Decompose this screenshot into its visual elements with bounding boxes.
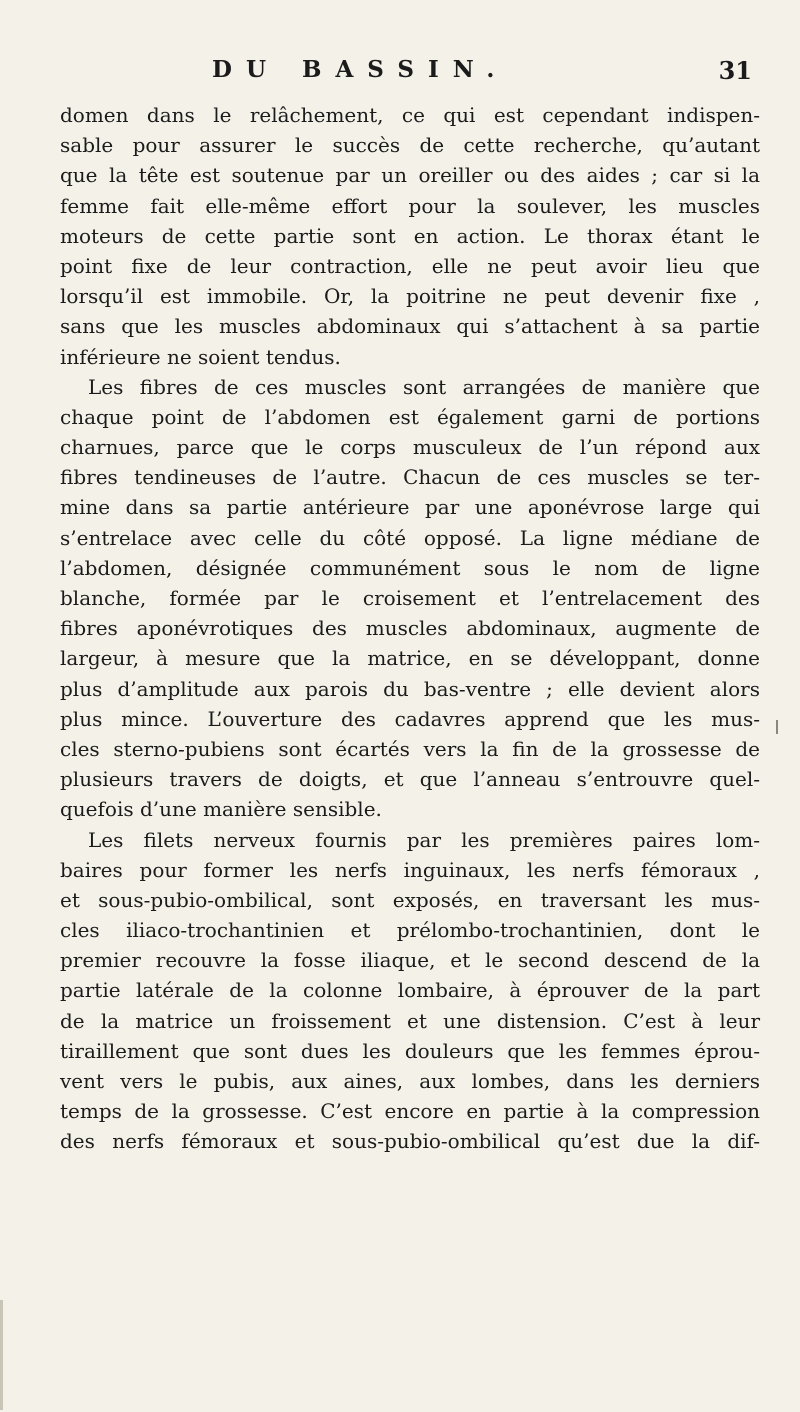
body-text — [60, 100, 760, 1157]
text-line: premier recouvre la fosse iliaque, et le second descend de la — [60, 948, 760, 973]
page-header — [0, 56, 800, 96]
text-line: Les filets nerveux fournis par les premières paires lom- — [88, 827, 760, 852]
text-line: de la matrice un froissement et une distension. C’est à leur — [60, 1008, 760, 1033]
text-line: domen dans le relâchement, ce qui est cependant indispen- — [60, 103, 760, 127]
text-line: charnues, parce que le corps musculeux de l’un répond aux — [60, 435, 760, 460]
text-line: moteurs de cette partie sont en action. Le thorax étant le — [60, 223, 760, 248]
text-line: baires pour former les nerfs inguinaux, les nerfs fémoraux , — [60, 857, 760, 882]
text-line: blanche, formée par le croisement et l’entrelacement des — [60, 586, 760, 610]
text-line: fibres tendineuses de l’autre. Chacun de ces muscles se ter- — [60, 465, 760, 490]
text-line: fibres aponévrotiques des muscles abdominaux, augmente de — [60, 616, 760, 641]
text-line: que la tête est soutenue par un oreiller ou des aides ; car si la — [60, 163, 760, 188]
text-line: sans que les muscles abdominaux qui s’attachent à sa partie — [60, 314, 760, 339]
text-line: et sous-pubio-ombilical, sont exposés, en traversant les mus- — [60, 887, 760, 912]
page-number: 31 — [718, 56, 752, 85]
text-line: largeur, à mesure que la matrice, en se développant, donne — [60, 646, 760, 671]
text-line: plus d’amplitude aux parois du bas-ventre ; elle devient alors — [60, 676, 760, 701]
text-line: chaque point de l’abdomen est également garni de portions — [60, 404, 760, 429]
text-line: plus mince. L’ouverture des cadavres apprend que les mus- — [60, 706, 760, 731]
running-title: DU BASSIN. — [212, 56, 509, 83]
text-line: partie latérale de la colonne lombaire, à éprouver de la part — [60, 978, 760, 1003]
margin-mark — [776, 720, 778, 734]
text-line: mine dans sa partie antérieure par une aponévrose large qui — [60, 495, 760, 520]
text-line: sable pour assurer le succès de cette recherche, qu’autant — [60, 133, 760, 158]
text-line: l’abdomen, désignée communément sous le nom de ligne — [60, 555, 760, 580]
text-line: cles iliaco-trochantinien et prélombo-trochantinien, dont le — [60, 918, 760, 943]
text-line: des nerfs fémoraux et sous-pubio-ombilical qu’est due la dif- — [60, 1129, 760, 1154]
text-line: plusieurs travers de doigts, et que l’anneau s’entrouvre quel- — [60, 767, 760, 792]
page-edge-shadow — [0, 1300, 3, 1410]
text-line: cles sterno-pubiens sont écartés vers la fin de la grossesse de — [60, 736, 760, 761]
text-line: vent vers le pubis, aux aines, aux lombes, dans les derniers — [60, 1069, 760, 1093]
text-line: inférieure ne soient tendus. — [60, 344, 341, 369]
text-line: s’entrelace avec celle du côté opposé. La ligne médiane de — [60, 525, 760, 550]
text-line: tiraillement que sont dues les douleurs que les femmes éprou- — [60, 1038, 760, 1063]
text-line: temps de la grossesse. C’est encore en partie à la compression — [60, 1099, 760, 1124]
text-line: Les fibres de ces muscles sont arrangées de manière que — [88, 374, 760, 399]
text-line: quefois d’une manière sensible. — [60, 797, 382, 822]
text-line: femme fait elle-même effort pour la soulever, les muscles — [60, 193, 760, 218]
text-line: point fixe de leur contraction, elle ne peut avoir lieu que — [60, 253, 760, 278]
text-line: lorsqu’il est immobile. Or, la poitrine ne peut devenir fixe , — [60, 284, 760, 309]
